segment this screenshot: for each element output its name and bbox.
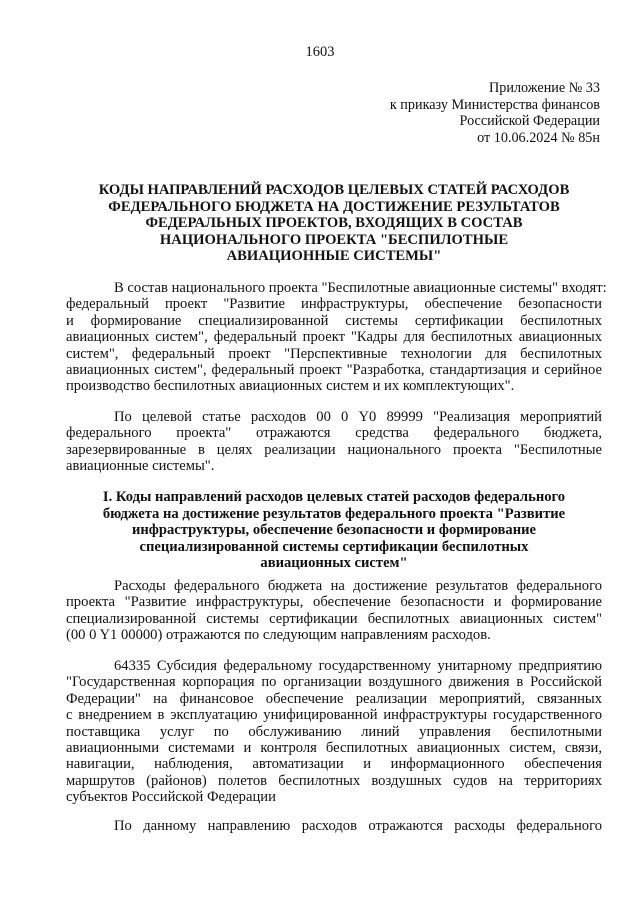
paragraph-target-article: [66, 409, 602, 475]
text-line: 64335 Субсидия федеральному государственному унитарному предприятию: [114, 658, 602, 674]
text-line: авиационные системы".: [66, 458, 215, 475]
text-line: навигации, наблюдения, автоматизации и информационного обеспечения: [66, 756, 602, 773]
text-line: авиационных систем", федеральный проект "Кадры для беспилотных авиационных: [66, 329, 602, 346]
title-line: АВИАЦИОННЫЕ СИСТЕМЫ": [226, 248, 442, 264]
text-line: По целевой статье расходов 00 0 Y0 89999 "Реализация мероприятий: [114, 409, 602, 425]
text-line: поставщика услуг по обслуживанию линий управления беспилотными: [66, 723, 602, 740]
text-line: производство беспилотных авиационных систем и их комплектующих".: [66, 378, 515, 395]
text-line: Федерации" на финансовое обеспечение реализации мероприятий, связанных: [66, 690, 602, 707]
paragraph-project-composition: [66, 280, 607, 395]
section-title-line: специализированной системы сертификации беспилотных: [139, 538, 529, 555]
text-line: федерального проекта" отражаются средства федерального бюджета,: [66, 425, 602, 442]
appendix-order: к приказу Министерства финансов: [389, 96, 600, 113]
paragraph-budget-expenses: [66, 578, 602, 644]
section-title-line: I. Коды направлений расходов целевых статей расходов федерального: [102, 489, 566, 505]
title-line: НАЦИОНАЛЬНОГО ПРОЕКТА "БЕСПИЛОТНЫЕ: [159, 231, 509, 248]
text-line: проекта "Развитие инфраструктуры, обеспечение безопасности и формирование: [66, 594, 602, 611]
appendix-date: от 10.06.2024 № 85н: [477, 129, 600, 146]
text-line: В состав национального проекта "Беспилотные авиационные системы" входят:: [114, 280, 607, 296]
section-title-line: инфраструктуры, обеспечение безопасности и формирование: [131, 522, 537, 538]
text-line: Расходы федерального бюджета на достижение результатов федерального: [114, 578, 602, 594]
text-line: (00 0 Y1 00000) отражаются по следующим направлениям расходов.: [66, 627, 491, 644]
text-line: систем", федеральный проект "Перспективные технологии для беспилотных: [66, 345, 602, 362]
text-line: с внедрением в эксплуатацию унифицированной инфраструктуры государственного: [66, 707, 602, 724]
text-line: По данному направлению расходов отражаются расходы федерального: [114, 818, 602, 834]
text-line: авиационными системами и контроля беспилотных авиационных систем, связи,: [66, 740, 602, 757]
paragraph-subsidy-64335: [66, 658, 602, 806]
section-title: [66, 489, 602, 572]
title-line: ФЕДЕРАЛЬНЫХ ПРОЕКТОВ, ВХОДЯЩИХ В СОСТАВ: [145, 215, 523, 231]
section-title-line: авиационных систем": [260, 555, 408, 571]
text-line: специализированной системы сертификации беспилотных авиационных систем": [66, 610, 602, 627]
document-title: [64, 182, 604, 265]
text-line: и формирование специализированной системы сертификации беспилотных: [66, 312, 602, 329]
section-title-line: бюджета на достижение результатов федерального проекта "Развитие: [102, 505, 566, 522]
text-line: зарезервированные в целях реализации национального проекта "Беспилотные: [66, 441, 602, 458]
text-line: авиационных систем", федеральный проект "Разработка, стандартизация и серийное: [66, 362, 602, 379]
page-number: 1603: [305, 44, 335, 60]
text-line: субъектов Российской Федерации: [66, 789, 276, 806]
text-line: маршрутов (районов) полетов беспилотных воздушных судов на территориях: [66, 772, 602, 789]
appendix-country: Российской Федерации: [459, 113, 600, 129]
appendix-header: [390, 80, 600, 146]
title-line: КОДЫ НАПРАВЛЕНИЙ РАСХОДОВ ЦЕЛЕВЫХ СТАТЕЙ РАСХОДОВ: [98, 182, 570, 198]
paragraph-direction-expenses: [66, 818, 602, 834]
appendix-number: Приложение № 33: [489, 80, 600, 96]
title-line: ФЕДЕРАЛЬНОГО БЮДЖЕТА НА ДОСТИЖЕНИЕ РЕЗУЛЬТАТОВ: [108, 198, 560, 215]
text-line: "Государственная корпорация по организации воздушного движения в Российской: [66, 674, 602, 691]
text-line: федеральный проект "Развитие инфраструктуры, обеспечение безопасности: [66, 296, 602, 313]
